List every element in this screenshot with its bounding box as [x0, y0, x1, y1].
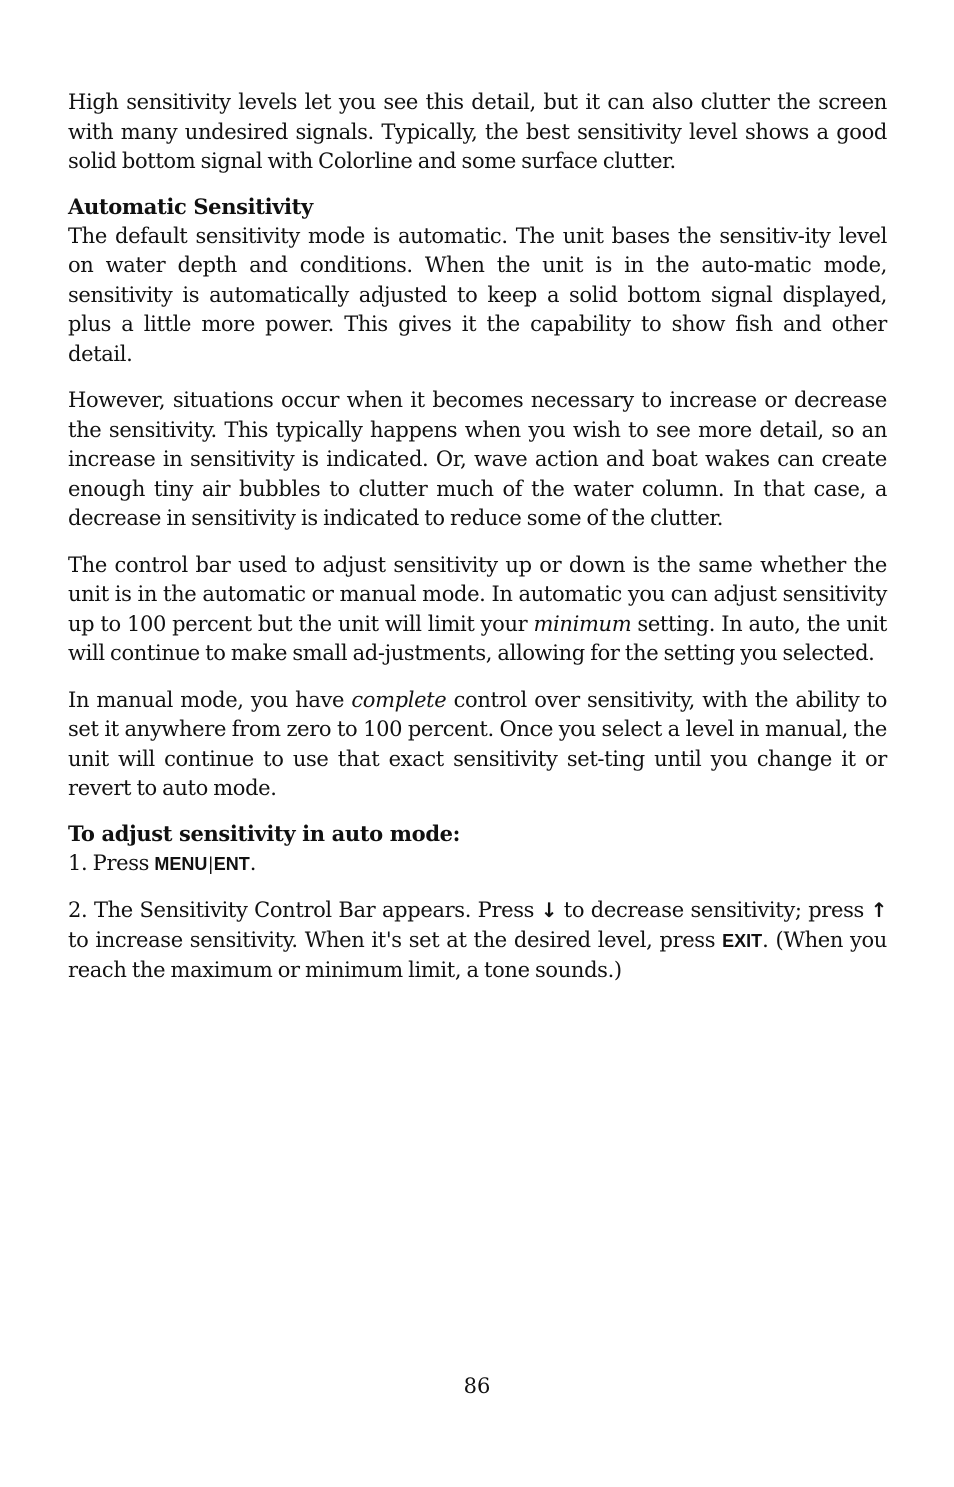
- step-1: [68, 849, 887, 880]
- exit-key-label: EXIT: [722, 930, 763, 951]
- step-2-text-3: to increase sensitivity. When it's set at the desired level, press: [68, 927, 723, 952]
- step-2: [68, 896, 887, 986]
- step-1-prefix: 1. Press: [68, 850, 155, 875]
- manual-mode-paragraph: [68, 686, 887, 804]
- ent-key-label: ENT: [213, 853, 250, 874]
- step-1-suffix: .: [249, 850, 257, 875]
- minimum-emphasis: minimum: [533, 611, 632, 636]
- control-bar-text-1: The control bar used to adjust sensitivity up or down is the same whether the unit is in the automatic or manual mode. In automatic you can adjust sensitivity up to 100 percent but the unit will limit your: [68, 552, 887, 636]
- automatic-sensitivity-paragraph: The default sensitivity mode is automatic. The unit bases the sensitiv-ity level on water depth and conditions. When the unit is in the auto-matic mode, sensitivity is automatically adjusted to keep a solid bottom signal displayed, plus a little more power. This gives it the capability to show fish and other detail.: [68, 223, 887, 366]
- control-bar-text-2: setting. In auto, the unit will continue to make small ad-justments, allowing for the setting you selected.: [68, 611, 887, 665]
- page-number: 86: [463, 1374, 491, 1398]
- up-arrow-icon: ↑: [870, 898, 887, 922]
- page-body: [68, 88, 887, 986]
- intro-paragraph: High sensitivity levels let you see this detail, but it can also clutter the screen with many undesired signals. Typically, the best sensitivity level shows a good solid bottom signal with Colorline and some surface clutter.: [68, 90, 887, 173]
- automatic-sensitivity-heading: Automatic Sensitivity: [68, 193, 313, 219]
- complete-emphasis: complete: [351, 687, 447, 712]
- adjust-auto-mode-heading: To adjust sensitivity in auto mode:: [68, 820, 461, 846]
- step-2-text-2: to decrease sensitivity; press: [557, 898, 871, 922]
- manual-text-2: control over sensitivity, with the ability to set it anywhere from zero to 100 percent. Once you select a level in manual, the unit will continue to use that exact sensitivity set-ting until you change it or revert to auto mode.: [68, 687, 887, 800]
- down-arrow-icon: ↓: [540, 898, 558, 922]
- step-2-text-1: 2. The Sensitivity Control Bar appears. Press: [68, 898, 541, 922]
- control-bar-paragraph: [68, 551, 887, 669]
- however-paragraph: However, situations occur when it becomes necessary to increase or decrease the sensitivity. This typically happens when you wish to see more detail, so an increase in sensitivity is indicated. Or, wave action and boat wakes can create enough tiny air bubbles to clutter much of the water column. In that case, a decrease in sensitivity is indicated to reduce some of the clutter.: [68, 388, 887, 530]
- menu-key-label: MENU: [154, 853, 208, 874]
- key-separator: |: [208, 853, 213, 874]
- step-2-text-4: . (When you reach the maximum or minimum limit, a tone sounds.): [68, 927, 887, 982]
- manual-text-1: In manual mode, you have: [68, 687, 352, 712]
